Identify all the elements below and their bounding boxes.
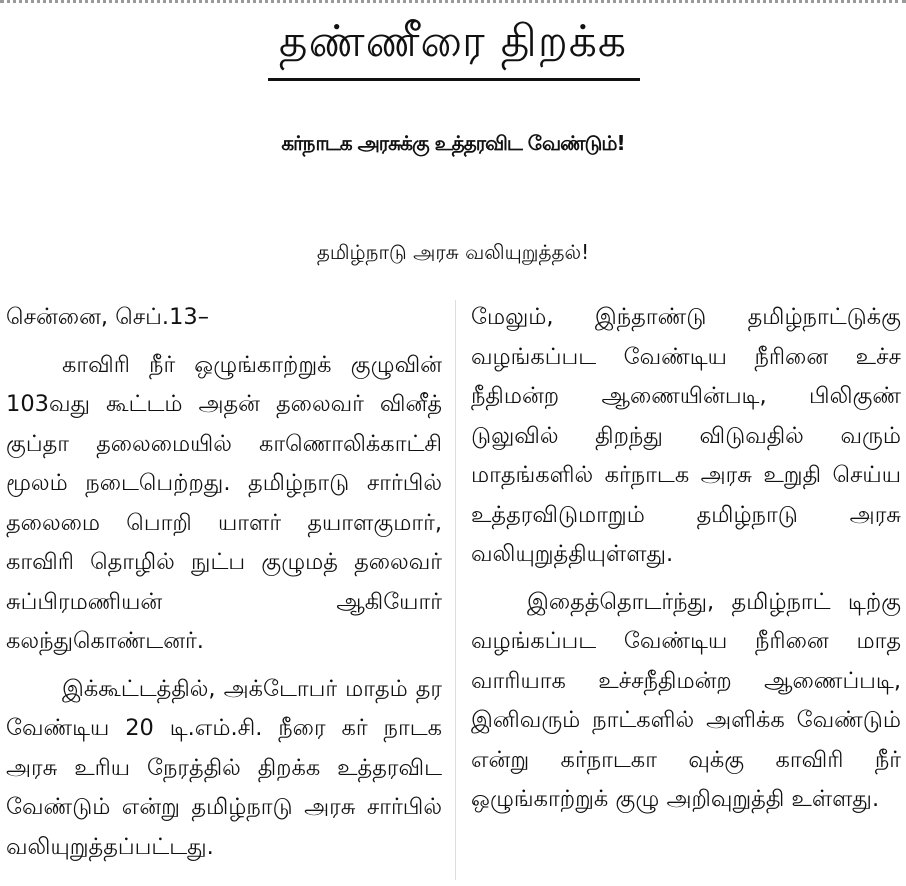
column-divider bbox=[455, 300, 456, 880]
kicker-underline bbox=[268, 78, 640, 81]
paragraph: காவிரி நீர் ஒழுங்காற்றுக் குழுவின் 103வது கூட்டம் அதன் தலைவர் வினீத் குப்தா தலைமையில் காணொலிக்காட்சி மூலம் நடைபெற்றது. தமிழ்நாடு சார்பில் தலைமை பொறி யாளர் தயாளகுமார், காவிரி தொழில் நுட்ப குழுமத் தலைவர் சுப்பிரமணியன் ஆகியோர் கலந்துகொண்டனர். bbox=[6, 351, 442, 654]
paragraph: இதைத்தொடர்ந்து, தமிழ்நாட் டிற்கு வழங்கப்பட வேண்டிய நீரினை மாத வாரியாக உச்சநீதிமன்ற ஆணைப்படி, இனிவரும் நாட்களில் அளிக்க வேண்டும் என்று கர்நாடகா வுக்கு காவிரி நீர் ஒழுங்காற்றுக் குழு அறிவுறுத்தி உள்ளது. bbox=[471, 588, 901, 812]
subheadline: தமிழ்நாடு அரசு வலியுறுத்தல்! bbox=[316, 240, 590, 264]
dateline: சென்னை, செப்.13– bbox=[6, 304, 209, 330]
kicker-text: தண்ணீரை திறக்க bbox=[278, 16, 628, 67]
article-column-right bbox=[471, 298, 901, 820]
kicker bbox=[0, 14, 906, 70]
paragraph: இக்கூட்டத்தில், அக்டோபர் மாதம் தர வேண்டிய 20 டி.எம்.சி. நீரை கர் நாடக அரசு உரிய நேரத்தில் திறக்க உத்தரவிட வேண்டும் என்று தமிழ்நாடு அரசு சார்பில் வலியுறுத்தப்பட்டது. bbox=[6, 675, 442, 860]
headline: கர்நாடக அரசுக்கு உத்தரவிட வேண்டும்! bbox=[281, 131, 625, 155]
paragraph: மேலும், இந்தாண்டு தமிழ்நாட்டுக்கு வழங்கப்பட வேண்டிய நீரினை உச்ச நீதிமன்ற ஆணையின்படி, பிலிகுண் டுலுவில் திறந்து விடுவதில் வரும் மாதங்களில் கர்நாடக அரசு உறுதி செய்ய உத்தரவிடுமாறும் தமிழ்நாடு அரசு வலியுறுத்தியுள்ளது. bbox=[471, 304, 901, 567]
article-column-left bbox=[6, 298, 442, 867]
top-dotted-border bbox=[0, 0, 906, 8]
